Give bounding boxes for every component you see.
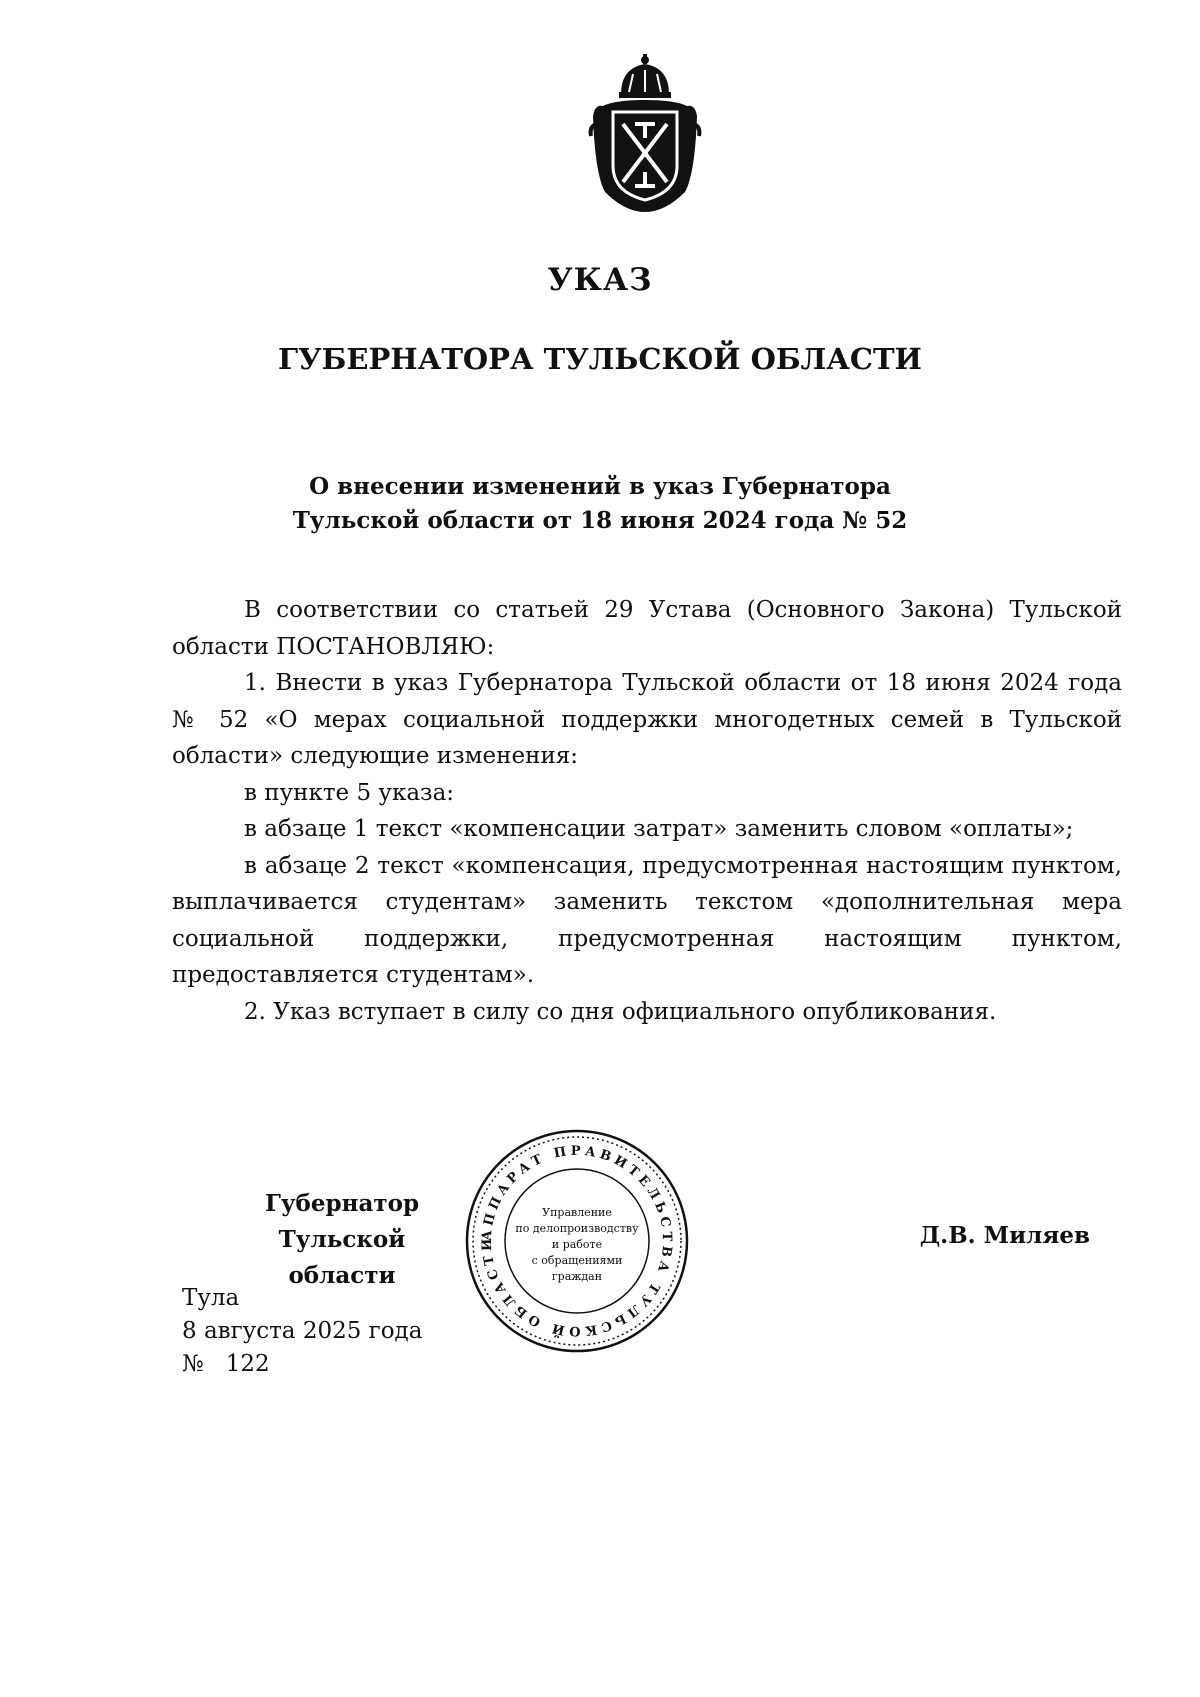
body-paragraph: 2. Указ вступает в силу со дня официального опубликования. — [244, 998, 997, 1025]
official-seal — [464, 1128, 690, 1354]
issue-number: № 122 — [182, 1351, 270, 1377]
seal-ring-text: АППАРАТ ПРАВИТЕЛЬСТВА ТУЛЬСКОЙ ОБЛАСТИ — [479, 1143, 675, 1339]
subject-line: О внесении изменений в указ Губернатора — [309, 473, 891, 500]
document-issue-info — [182, 1282, 422, 1381]
body-paragraph: 1. Внести в указ Губернатора Тульской области от 18 июня 2024 года № 52 «О мерах социальной поддержки многодетных семей в Тульской области» следующие изменения: — [172, 670, 1122, 769]
body-paragraph: в абзаце 1 текст «компенсации затрат» заменить словом «оплаты»; — [244, 816, 1074, 842]
document-body — [172, 592, 1122, 1030]
coat-of-arms-icon — [585, 54, 705, 214]
seal-center-line: Управление — [542, 1206, 612, 1219]
issue-place: Тула — [182, 1285, 240, 1311]
signatory-name: Д.В. Миляев — [919, 1222, 1090, 1249]
document-heading: УКАЗ — [547, 262, 653, 298]
document-subject — [0, 470, 1200, 538]
body-paragraph: В соответствии со статьей 29 Устава (Основного Закона) Тульской области ПОСТАНОВЛЯЮ: — [172, 597, 1122, 660]
seal-center-line: с обращениями — [531, 1254, 623, 1267]
document-authority: ГУБЕРНАТОРА ТУЛЬСКОЙ ОБЛАСТИ — [278, 342, 922, 376]
subject-line: Тульской области от 18 июня 2024 года № 52 — [292, 507, 908, 534]
body-paragraph: в абзаце 2 текст «компенсация, предусмотренная настоящим пунктом, выплачивается студентам» заменить текстом «дополнительная мера социальной поддержки, предусмотренная настоящим пунктом, предоставляется студентам». — [172, 852, 1122, 988]
body-paragraph: в пункте 5 указа: — [244, 779, 455, 806]
seal-center-line: граждан — [551, 1270, 603, 1283]
signatory-title — [222, 1186, 462, 1294]
issue-date: 8 августа 2025 года — [182, 1318, 423, 1344]
signatory-title-line: Тульской области — [278, 1226, 406, 1289]
seal-center-line: по делопроизводству — [515, 1222, 639, 1235]
signatory-title-line: Губернатор — [264, 1190, 420, 1217]
seal-center-line: и работе — [551, 1238, 603, 1251]
